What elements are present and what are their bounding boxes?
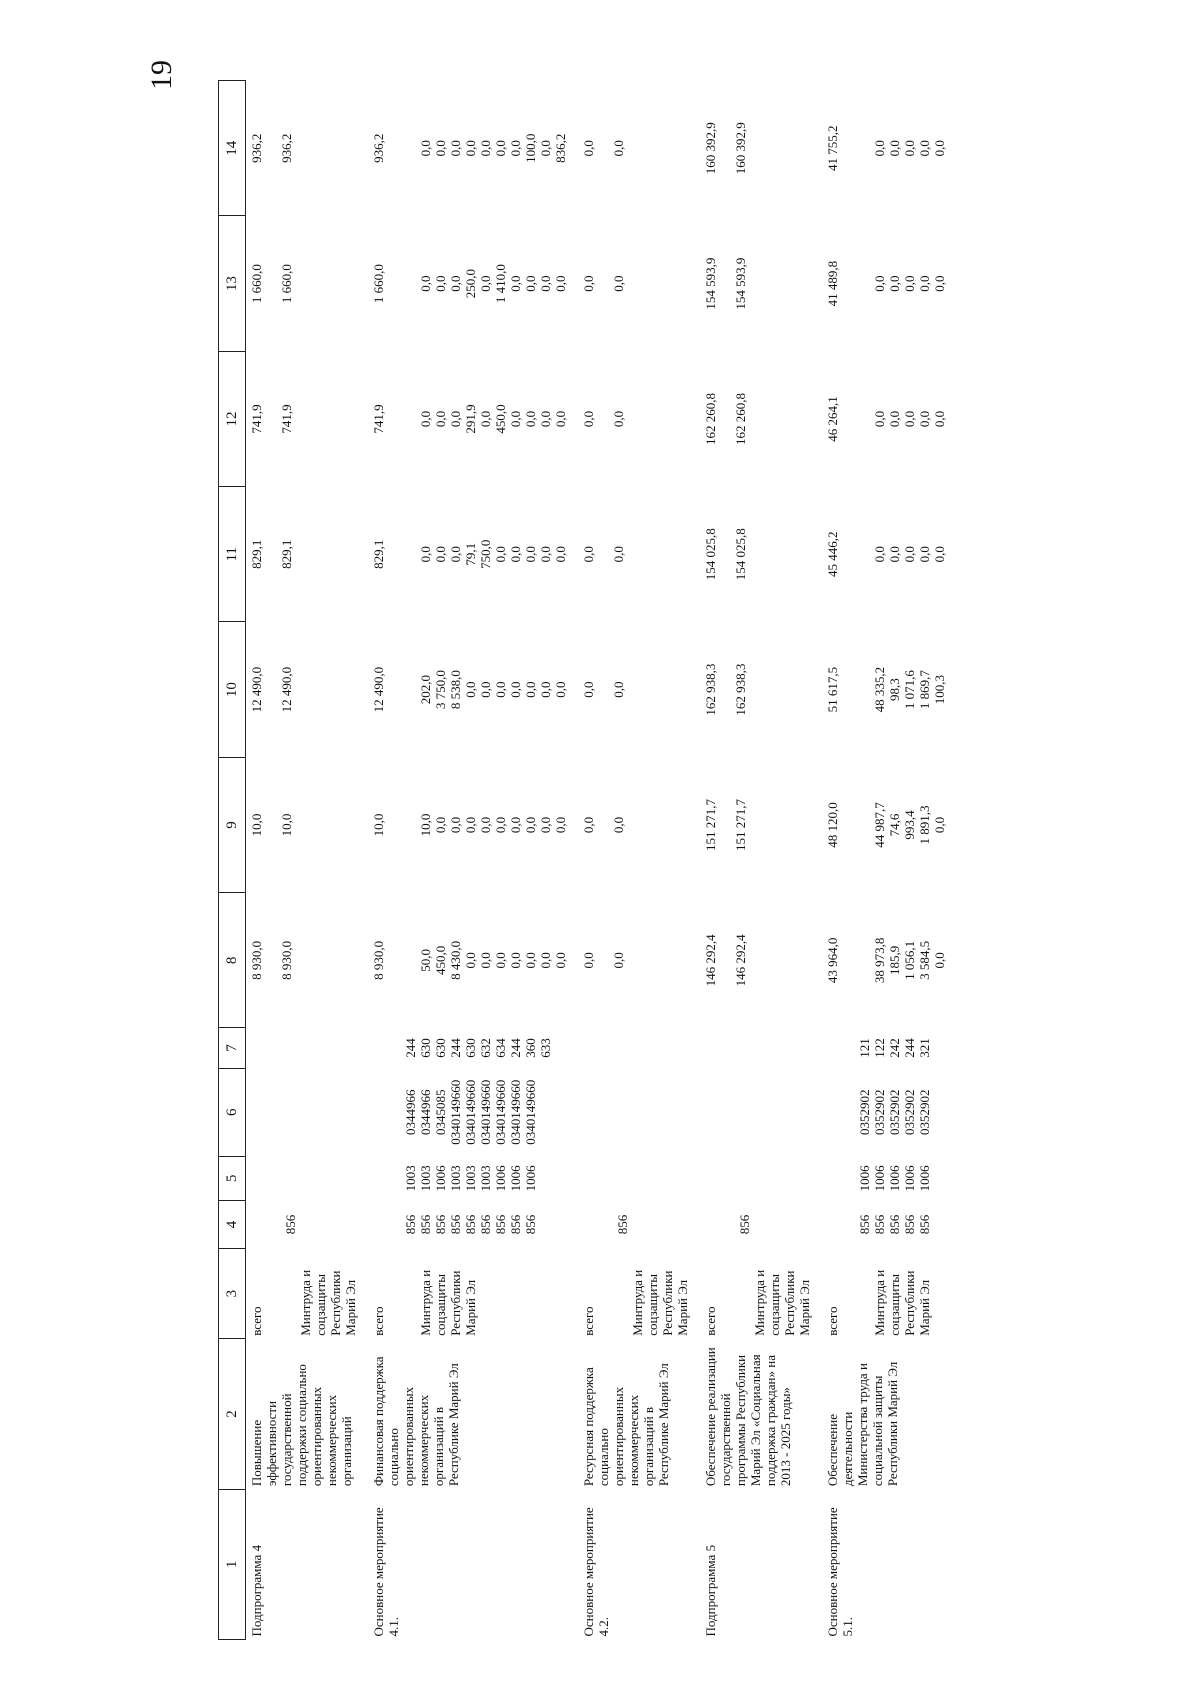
program-name: Основное мероприятие 4.1.	[371, 1507, 401, 1637]
executor-name: Минтруда и соцзащиты Республики Марий Эл	[872, 1269, 932, 1336]
target-article-code	[246, 1068, 369, 1156]
year-value: 10,0 10,0 0,0 0,0 0,0 0,0 0,0 0,0 0,0 0,0 0,0	[371, 813, 568, 837]
target-article-code	[578, 1068, 700, 1156]
program-description: Ресурсная поддержка социально ориентированных некоммерческих организаций в Республике Марий Эл	[581, 1363, 671, 1487]
year-value: 162 260,8 162 260,8	[703, 392, 748, 445]
executor-cell	[246, 1249, 369, 1339]
rotated-table-area	[218, 80, 1174, 1640]
total-label: всего	[249, 1306, 264, 1336]
total-label: всего	[581, 1306, 596, 1336]
year-value: 151 271,7 151 271,7	[703, 798, 748, 851]
year-value: 829,1 829,1	[249, 539, 294, 569]
total-label: всего	[371, 1306, 386, 1336]
section-code	[578, 1156, 700, 1200]
year-value: 0,0 0,0	[581, 546, 626, 563]
year-value: 0,0 0,0	[581, 410, 626, 428]
funding-table	[218, 80, 957, 1640]
year-value: 0,0 0,0	[581, 681, 626, 698]
year-value: 41 755,2 0,0 0,0 0,0 0,0 0,0	[825, 125, 947, 171]
year-value: 8 930,0 8 930,0	[249, 940, 294, 980]
column-number: 14	[219, 81, 246, 216]
year-value: 936,2 936,2	[249, 133, 294, 163]
grbs-code: 856	[283, 1214, 298, 1235]
year-value: 146 292,4 146 292,4	[703, 934, 748, 987]
table-row-activity-4-2	[578, 81, 700, 1640]
year-value: 162 938,3 162 938,3	[703, 663, 748, 716]
year-value: 10,0 10,0	[249, 813, 294, 837]
column-number: 9	[219, 757, 246, 892]
section-code: 1006 1006 1006 1006 1006	[857, 1165, 932, 1192]
column-number: 5	[219, 1156, 246, 1200]
column-number: 10	[219, 622, 246, 757]
executor-name: Минтруда и соцзащиты Республики Марий Эл	[752, 1269, 812, 1336]
year-value: 160 392,9 160 392,9	[703, 122, 748, 175]
year-value: 0,0 0,0	[581, 952, 626, 969]
section-code	[700, 1156, 822, 1200]
year-value: 0,0 0,0	[581, 140, 626, 157]
column-number: 13	[219, 216, 246, 351]
column-number: 7	[219, 1028, 246, 1068]
target-article-code	[700, 1068, 822, 1156]
year-value: 0,0 0,0	[581, 275, 626, 292]
program-name: Основное мероприятие 5.1.	[825, 1507, 855, 1637]
executor-cell	[578, 1249, 700, 1339]
year-value: 12 490,0 12 490,0	[249, 666, 294, 713]
header-row	[219, 81, 246, 1640]
executor-name: Минтруда и соцзащиты Республики Марий Эл	[298, 1269, 358, 1336]
year-value: 48 120,0 44 987,7 74,6 993,4 1 891,3 0,0	[825, 802, 947, 848]
year-value: 154 593,9 154 593,9	[703, 257, 748, 310]
column-number: 2	[219, 1339, 246, 1489]
page-number: 19	[145, 60, 178, 90]
executor-name: Минтруда и соцзащиты Республики Марий Эл	[630, 1269, 690, 1336]
year-value: 43 964,0 38 973,8 185,9 1 056,1 3 584,5 0,0	[825, 937, 947, 984]
year-value: 46 264,1 0,0 0,0 0,0 0,0 0,0	[825, 396, 947, 442]
year-value: 154 025,8 154 025,8	[703, 528, 748, 581]
total-label: всего	[825, 1306, 840, 1336]
column-number: 1	[219, 1489, 246, 1639]
column-number: 8	[219, 893, 246, 1028]
table-row-activity-4-1	[368, 81, 578, 1640]
year-value: 45 446,2 0,0 0,0 0,0 0,0 0,0	[825, 531, 947, 578]
program-description: Обеспечение деятельности Министерства труда и социальной защиты Республики Марий Эл	[825, 1361, 900, 1487]
year-value: 741,9 0,0 0,0 0,0 291,9 0,0 450,0 0,0 0,0 0,0 0,0	[371, 404, 568, 434]
program-name: Основное мероприятие 4.2.	[581, 1507, 611, 1637]
section-code: 1003 1003 1006 1003 1003 1003 1006 1006 1006	[403, 1165, 538, 1192]
grbs-code: 856	[615, 1214, 630, 1235]
program-description: Повышение эффективности государственной поддержки социально ориентированных некоммерческих организаций	[249, 1364, 354, 1487]
column-number: 12	[219, 351, 246, 486]
executor-name: Минтруда и соцзащиты Республики Марий Эл	[418, 1269, 478, 1336]
column-number: 6	[219, 1068, 246, 1156]
expense-type-code: 121 122 242 244 321	[857, 1038, 932, 1058]
program-name: Подпрограмма 4	[249, 1544, 264, 1637]
year-value: 936,2 0,0 0,0 0,0 0,0 0,0 0,0 0,0 100,0 0,0 836,2	[371, 133, 568, 163]
year-value: 12 490,0 202,0 3 750,0 8 538,0 0,0 0,0 0,0 0,0 0,0 0,0 0,0	[371, 666, 568, 713]
table-row-activity-5-1	[822, 81, 957, 1640]
year-value: 829,1 0,0 0,0 0,0 79,1 750,0 0,0 0,0 0,0 0,0 0,0	[371, 539, 568, 569]
year-value: 741,9 741,9	[249, 404, 294, 434]
grbs-code: 856	[737, 1214, 752, 1235]
section-code	[246, 1156, 369, 1200]
grbs-code: 856 856 856 856 856 856 856 856 856	[403, 1214, 538, 1235]
program-name: Подпрограмма 5	[703, 1544, 718, 1637]
year-value: 41 489,8 0,0 0,0 0,0 0,0 0,0	[825, 260, 947, 307]
expense-type-code	[578, 1028, 700, 1068]
executor-cell	[700, 1249, 822, 1339]
column-number: 11	[219, 487, 246, 622]
executor-cell	[368, 1249, 578, 1339]
target-article-code: 0344966 0344966 0345085 0340149660 0340149660 0340149660 0340149660 0340149660 0340149660	[403, 1079, 538, 1145]
table-row-subprogram-4	[246, 81, 369, 1640]
program-description: Обеспечение реализации государственной программы Республики Марий Эл «Социальная поддержка граждан» на 2013 - 2025 годы»	[703, 1347, 793, 1487]
expense-type-code	[246, 1028, 369, 1068]
executor-cell	[822, 1249, 957, 1339]
year-value: 0,0 0,0	[581, 816, 626, 834]
target-article-code: 0352902 0352902 0352902 0352902 0352902	[857, 1089, 932, 1135]
expense-type-code	[700, 1028, 822, 1068]
total-label: всего	[703, 1306, 718, 1336]
program-description: Финансовая поддержка социально ориентированных некоммерческих организаций в Республике Марий Эл	[371, 1356, 461, 1487]
year-value: 1 660,0 1 660,0	[249, 264, 294, 304]
year-value: 1 660,0 0,0 0,0 0,0 250,0 0,0 1 410,0 0,0 0,0 0,0 0,0	[371, 264, 568, 304]
column-number: 4	[219, 1200, 246, 1248]
expense-type-code: 244 630 630 244 630 632 634 244 360 633	[403, 1038, 553, 1058]
column-number: 3	[219, 1249, 246, 1339]
grbs-code: 856 856 856 856 856	[857, 1214, 932, 1235]
year-value: 51 617,5 48 335,2 98,3 1 071,6 1 869,7 100,3	[825, 666, 947, 713]
table-row-subprogram-5	[700, 81, 822, 1640]
year-value: 8 930,0 50,0 450,0 8 430,0 0,0 0,0 0,0 0,0 0,0 0,0 0,0	[371, 940, 568, 980]
